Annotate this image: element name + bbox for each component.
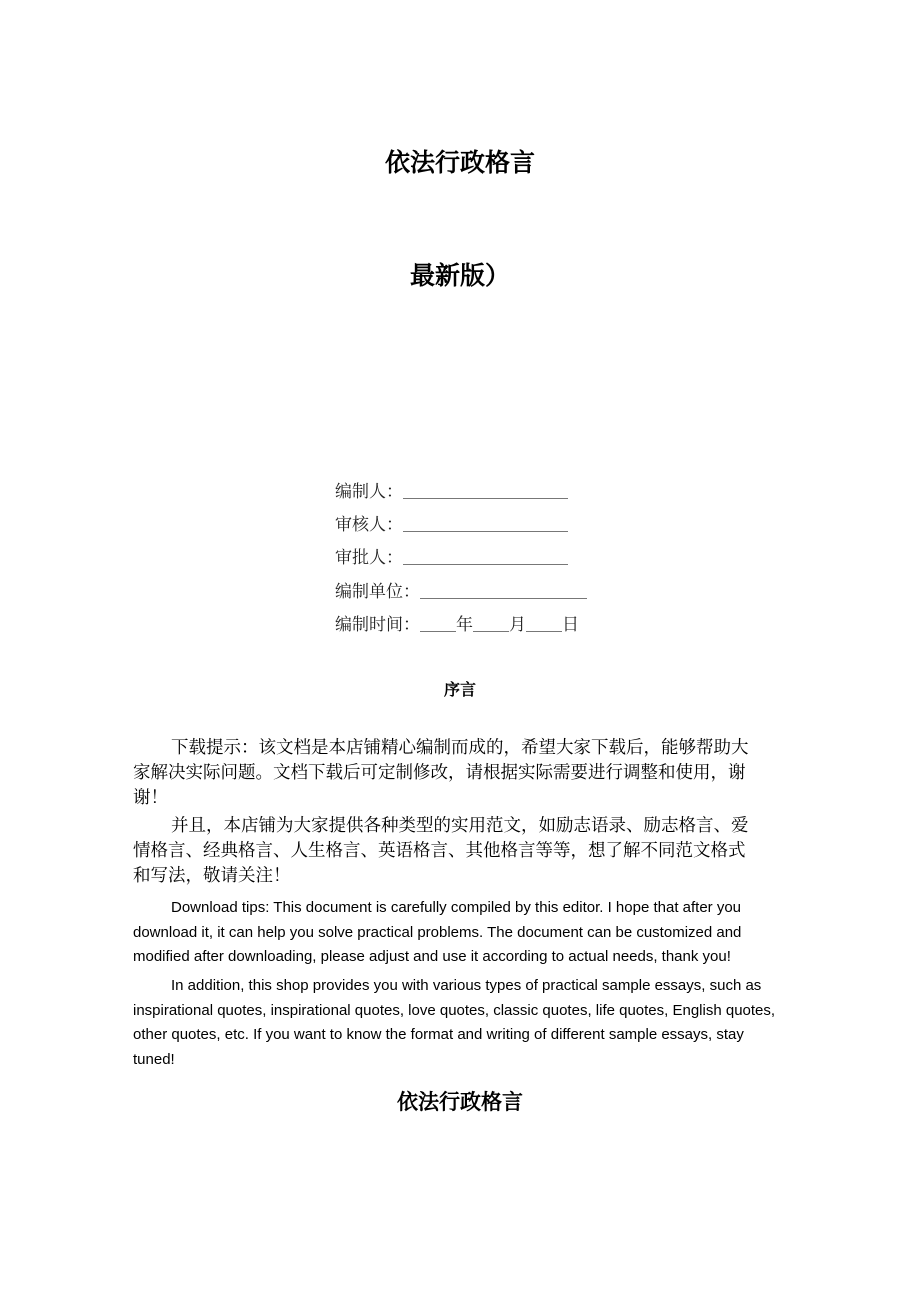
- text-line: other quotes, etc. If you want to know the format and writing of different sample essays, stay: [133, 1026, 744, 1043]
- year-blank: [420, 613, 456, 632]
- field-label: 编制单位：: [335, 582, 420, 602]
- text-line: Download tips: This document is carefully compiled by this editor. I hope that after you: [171, 899, 742, 916]
- year-label: 年: [456, 615, 473, 635]
- text-line: 下载提示：该文档是本店铺精心编制而成的，希望大家下载后，能够帮助大: [171, 738, 749, 758]
- preface-heading: 序言: [443, 680, 476, 699]
- text-line: modified after downloading, please adjust and use it according to actual needs, thank you!: [133, 948, 731, 965]
- text-line: In addition, this shop provides you with various types of practical sample essays, such as: [171, 977, 762, 994]
- month-blank: [473, 613, 509, 632]
- field-reviewer: [335, 513, 568, 537]
- document-title: 依法行政格言: [384, 148, 535, 177]
- month-label: 月: [509, 615, 526, 635]
- field-unit: [335, 580, 587, 604]
- text-line: 情格言、经典格言、人生格言、英语格言、其他格言等等，想了解不同范文格式: [133, 841, 746, 861]
- field-blank: [403, 480, 568, 499]
- field-blank: [403, 546, 568, 565]
- field-label: 编制时间：: [335, 615, 420, 635]
- text-line: 谢！: [133, 788, 168, 808]
- text-line: inspirational quotes, inspirational quotes, love quotes, classic quotes, life quotes, English quotes,: [133, 1001, 776, 1019]
- field-approver: [335, 546, 568, 570]
- body-title: 依法行政格言: [397, 1090, 523, 1114]
- en-paragraph-1: [133, 896, 803, 970]
- text-line: 家解决实际问题。文档下载后可定制修改，请根据实际需要进行调整和使用，谢: [133, 763, 746, 783]
- field-label: 审批人：: [335, 548, 403, 568]
- text-line: download it, it can help you solve practical problems. The document can be customized and: [133, 923, 742, 941]
- field-label: 编制人：: [335, 482, 403, 502]
- document-subtitle: 最新版）: [409, 261, 510, 290]
- day-label: 日: [562, 615, 579, 635]
- field-label: 审核人：: [335, 515, 403, 535]
- field-date: [335, 613, 579, 637]
- en-paragraph-2: [133, 974, 803, 1072]
- cn-paragraph-1: [133, 736, 793, 811]
- field-blank: [420, 580, 587, 599]
- field-compiler: [335, 480, 568, 504]
- field-blank: [403, 513, 568, 532]
- day-blank: [526, 613, 562, 632]
- cn-paragraph-2: [133, 814, 793, 889]
- text-line: 并且，本店铺为大家提供各种类型的实用范文，如励志语录、励志格言、爱: [171, 816, 749, 836]
- text-line: tuned!: [133, 1050, 175, 1068]
- text-line: 和写法，敬请关注！: [133, 866, 291, 886]
